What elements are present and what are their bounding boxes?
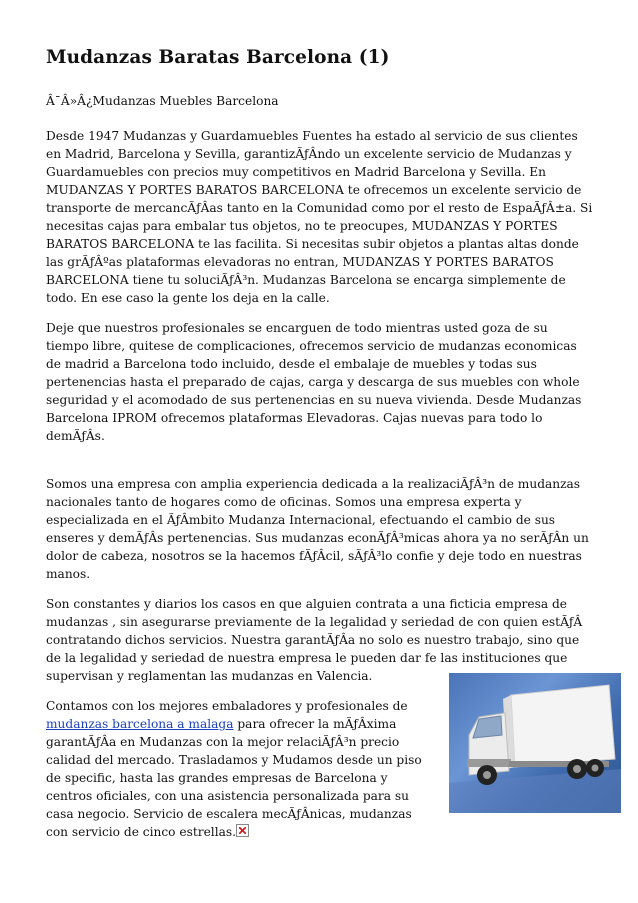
broken-image-icon: [236, 824, 249, 837]
truck-icon: [449, 673, 621, 813]
paragraph-5-text: Contamos con los mejores embaladores y profesionales de: [46, 699, 408, 713]
paragraph-3: Somos una empresa con amplia experiencia dedicada a la realizaciÃƒÂ³n de mudanzas nacionales tanto de hogares como de oficinas. Somos una empresa experta y especializada en el ÃƒÂmbito Mudanza Internacional, efectuando el cambio de sus enseres y demÃƒÂs pertenencias. Sus mudanzas econÃƒÂ³micas ahora ya no serÃƒÂn un dolor de cabeza, nosotros se la hacemos fÃƒÂcil, sÃƒÂ³lo confie y deje todo en nuestras manos.: [46, 477, 589, 581]
paragraph-5: [46, 697, 594, 841]
paragraph-5-text-continued: para ofrecer la mÃƒÂxima garantÃƒÂa en Mudanzas con la mejor relaciÃƒÂ³n precio calidad del mercado. Trasladamos y Mudamos desde un piso de specific, hasta las grandes empresas de Barcelona y centros oficiales, con una asistencia personalizada para su casa negocio. Servicio de escalera mecÃƒÂnicas, mudanzas con servicio de cinco estrellas.: [46, 717, 422, 839]
document-page: [46, 46, 594, 841]
link-mudanzas-barcelona-malaga[interactable]: mudanzas barcelona a malaga: [46, 717, 234, 731]
moving-truck-image: [449, 673, 621, 813]
page-title: Mudanzas Baratas Barcelona (1): [46, 47, 390, 68]
paragraph-2: Deje que nuestros profesionales se encarguen de todo mientras usted goza de su tiempo libre, quitese de complicaciones, ofrecemos servicio de mudanzas economicas de madrid a Barcelona todo incluido, desde el embalaje de muebles y todas sus pertenencias hasta el preparado de cajas, carga y descarga de sus muebles con whole seguridad y el acomodado de sus pertenencias en su nueva vivienda. Desde Mudanzas Barcelona IPROM ofrecemos plataformas Elevadoras. Cajas nuevas para todo lo demÃƒÂs.: [46, 321, 582, 443]
paragraph-4: Son constantes y diarios los casos en que alguien contrata a una ficticia empresa de mudanzas , sin asegurarse previamente de la legalidad y seriedad de con quien estÃƒÂ contratando dichos servicios. Nuestra garantÃƒÂa no solo es nuestro trabajo, sino que de la legalidad y seriedad de nuestra empresa le pueden dar fe las instituciones que supervisan y reglamentan las mudanzas en Valencia.: [46, 597, 583, 683]
paragraph-1: Desde 1947 Mudanzas y Guardamuebles Fuentes ha estado al servicio de sus clientes en Madrid, Barcelona y Sevilla, garantizÃƒÂndo un excelente servicio de Mudanzas y Guardamuebles con precios muy competitivos en Madrid Barcelona y Sevilla. En MUDANZAS Y PORTES BARATOS BARCELONA te ofrecemos un excelente servicio de transporte de mercancÃƒÂas tanto en la Comunidad como por el resto de EspaÃƒÂ±a. Si necesitas cajas para embalar tus objetos, no te preocupes, MUDANZAS Y PORTES BARATOS BARCELONA te las facilita. Si necesitas subir objetos a plantas altas donde las grÃƒÂºas plataformas elevadoras no entran, MUDANZAS Y PORTES BARATOS BARCELONA tiene tu soluciÃƒÂ³n. Mudanzas Barcelona se encarga simplemente de todo. En ese caso la gente los deja en la calle.: [46, 129, 593, 305]
subtitle: Â¯Â»Â¿Mudanzas Muebles Barcelona: [46, 94, 279, 108]
